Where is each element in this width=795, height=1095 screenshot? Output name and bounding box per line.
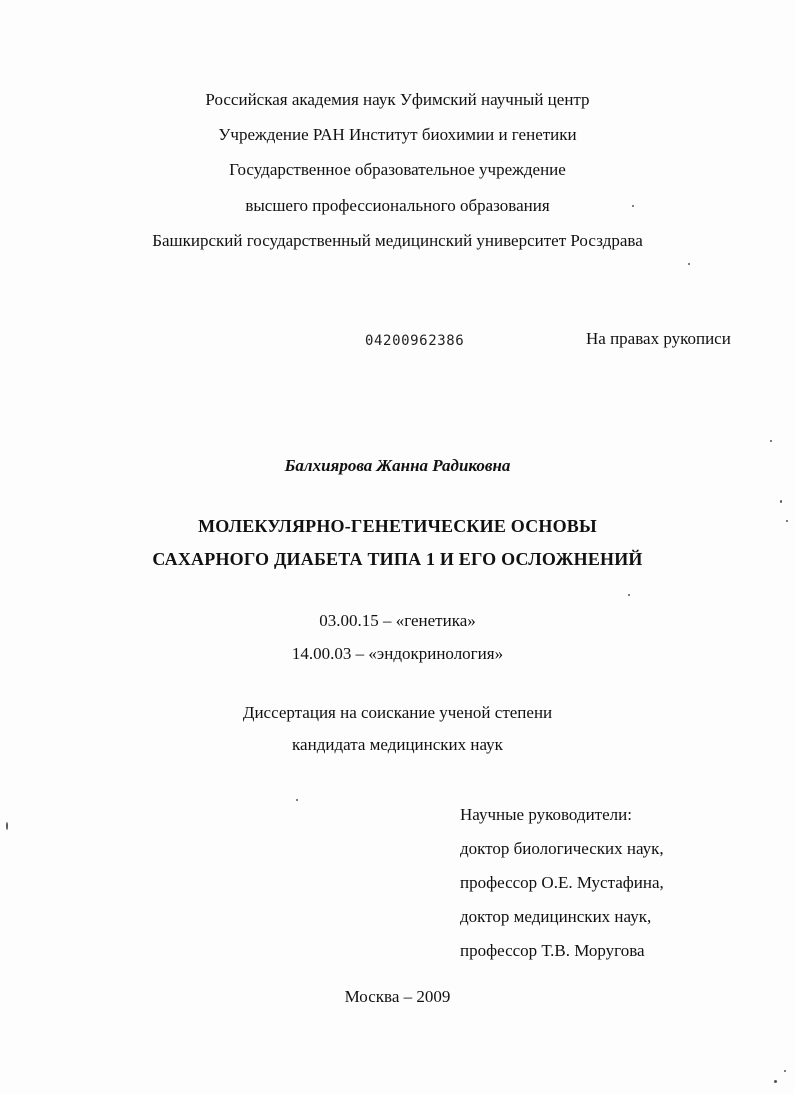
supervisor-line: доктор биологических наук, (460, 839, 664, 858)
scan-speck (784, 1070, 786, 1072)
scan-speck (6, 822, 8, 830)
degree-line-2: кандидата медицинских наук (292, 735, 503, 754)
scan-speck (632, 205, 634, 207)
title-line-1: МОЛЕКУЛЯРНО-ГЕНЕТИЧЕСКИЕ ОСНОВЫ (198, 516, 597, 536)
rights-note: На правах рукописи (586, 329, 731, 348)
degree-line-1: Диссертация на соискание ученой степени (242, 703, 553, 722)
header-line-university: Башкирский государственный медицинский университет Росздрава (152, 231, 643, 250)
title-line-2: САХАРНОГО ДИАБЕТА ТИПА 1 И ЕГО ОСЛОЖНЕНИЙ (152, 549, 643, 569)
supervisor-line: профессор Т.В. Моругова (460, 941, 645, 960)
specialty-genetics: 03.00.15 – «генетика» (319, 611, 476, 630)
scan-speck (780, 500, 782, 503)
header-line-institute: Учреждение РАН Институт биохимии и генетики (218, 125, 577, 144)
supervisors-heading: Научные руководители: (460, 805, 632, 824)
supervisor-line: профессор О.Е. Мустафина, (460, 873, 664, 892)
header-line-higher-education: высшего профессионального образования (245, 196, 550, 215)
catalog-code: 04200962386 (365, 333, 465, 349)
specialty-endocrinology: 14.00.03 – «эндокринология» (291, 644, 504, 663)
scan-speck (770, 440, 772, 442)
header-line-state-institution: Государственное образовательное учреждение (229, 160, 566, 179)
scan-speck (774, 1080, 777, 1083)
scan-speck (628, 594, 630, 596)
supervisor-line: доктор медицинских наук, (460, 907, 652, 926)
author-name: Балхиярова Жанна Радиковна (284, 456, 511, 475)
scan-speck (786, 520, 788, 522)
place-year: Москва – 2009 (344, 987, 451, 1006)
header-line-academy: Российская академия наук Уфимский научный центр (205, 90, 590, 109)
scan-speck (688, 263, 690, 265)
scan-speck (296, 799, 298, 801)
supervisors-block (460, 798, 664, 968)
